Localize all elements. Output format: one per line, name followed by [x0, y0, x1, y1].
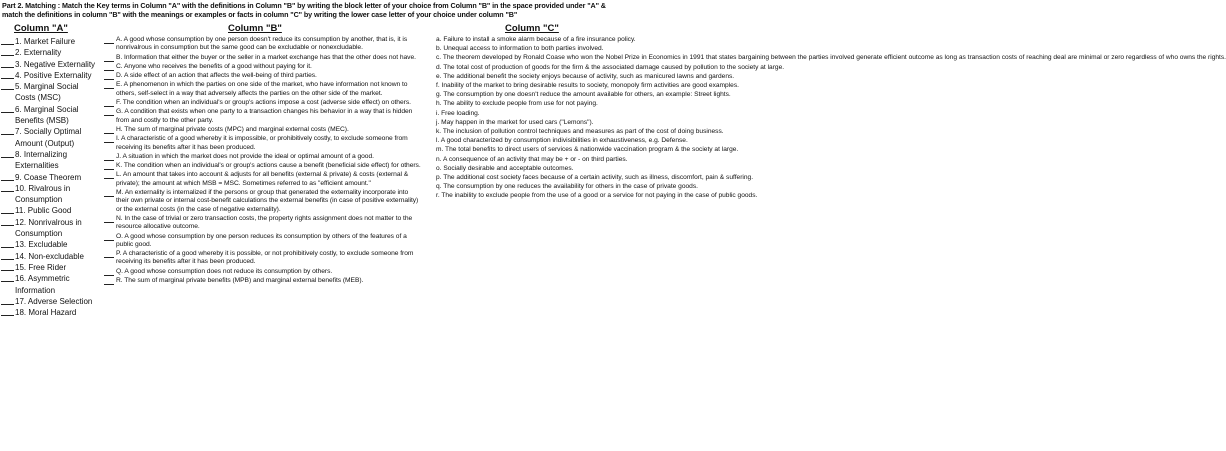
column-a-item [0, 126, 100, 149]
column-c-text: k. The inclusion of pollution control techniques and measures as part of the cost of doing business. [436, 128, 724, 136]
column-b-text: G. A condition that exists when one party to a transaction changes his behavior in a way that is hidden from and costly to the other party. [116, 108, 413, 124]
column-b-list [104, 36, 422, 286]
column-b-item [104, 162, 422, 170]
column-a-text: 9. Coase Theorem [15, 172, 82, 182]
answer-blank[interactable] [104, 278, 114, 285]
answer-blank[interactable] [104, 216, 114, 223]
answer-blank[interactable] [104, 190, 114, 197]
column-b-header: Column "B" [228, 23, 282, 34]
answer-blank[interactable] [104, 163, 114, 170]
column-a-text: 14. Non-excludable [15, 251, 84, 261]
column-a-text: 12. Nonrivalrous in Consumption [15, 217, 82, 239]
answer-blank[interactable] [104, 251, 114, 258]
answer-blank[interactable] [104, 127, 114, 134]
column-c-text: d. The total cost of production of goods for the firm & the associated damage caused by pollution to the society at large. [436, 63, 785, 71]
column-b-text: M. An externality is internalized if the persons or group that generated the externality incorporate into their own private or internal cost-benefit calculations the external benefits (in case of positive externality) or the external costs (in the case of negative externality). [116, 189, 419, 213]
answer-blank[interactable] [104, 269, 114, 276]
column-a-item [0, 217, 100, 240]
column-a-item [0, 307, 100, 318]
column-b-item [104, 99, 422, 107]
column-a-item [0, 70, 100, 81]
column-a-item [0, 251, 100, 262]
column-c-item [424, 91, 731, 99]
column-a-item [0, 104, 100, 127]
column-b-text: B. Information that either the buyer or the seller in a market exchange has that the other does not have. [116, 53, 416, 61]
answer-blank[interactable] [1, 273, 14, 282]
column-c-text: f. Inability of the market to bring desirable results to society, monopoly firm activities are good examples. [436, 82, 739, 90]
column-a-text: 7. Socially Optimal Amount (Output) [15, 127, 82, 148]
answer-blank[interactable] [1, 149, 14, 158]
column-c-header: Column "C" [505, 23, 559, 34]
column-b-item [104, 126, 422, 134]
column-c-text: q. The consumption by one reduces the availability for others in the case of private goods. [436, 183, 698, 191]
column-c-item [424, 183, 698, 191]
column-a-text: 3. Negative Externality [15, 59, 96, 69]
answer-blank[interactable] [1, 70, 14, 79]
answer-blank[interactable] [1, 172, 14, 181]
column-c-item [424, 54, 1226, 62]
column-c-text: c. The theorem developed by Ronald Coase who won the Nobel Prize in Economics in 1991 that states bargaining between the parties involved generate efficient outcome as long as transaction costs of reaching deal are minimal or zero regardless of who owns the rights. [436, 54, 1226, 62]
column-b-text: R. The sum of marginal private benefits (MPB) and marginal external benefits (MEB). [116, 277, 364, 285]
column-c-item [424, 156, 626, 164]
column-a-item [0, 239, 100, 250]
column-b-text: D. A side effect of an action that affects the well-being of third parties. [116, 72, 317, 80]
column-b-text: I. A characteristic of a good whereby it is impossible, or prohibitively costly, to exclude someone from receiving its benefits after it has been produced. [116, 135, 408, 151]
column-b-text: F. The condition when an individual's or group's actions impose a cost (adverse side effect) on others. [116, 99, 411, 107]
column-b-item [104, 268, 422, 276]
column-a-text: 17. Adverse Selection [15, 296, 93, 306]
answer-blank[interactable] [104, 100, 114, 107]
column-c-text: n. A consequence of an activity that may be + or - on third parties. [436, 155, 628, 163]
answer-blank[interactable] [1, 239, 14, 248]
answer-blank[interactable] [1, 251, 14, 260]
column-a-item [0, 262, 100, 273]
answer-blank[interactable] [104, 234, 114, 241]
answer-blank[interactable] [104, 136, 114, 143]
column-b-text: H. The sum of marginal private costs (MPC) and marginal external costs (MEC). [116, 125, 349, 133]
column-a-header: Column "A" [14, 23, 68, 34]
column-a-text: 10. Rivalrous in Consumption [15, 183, 71, 205]
column-c-list [424, 36, 1226, 202]
column-a-text: 6. Marginal Social Benefits (MSB) [15, 104, 79, 126]
column-a-item [0, 81, 100, 104]
column-b-item [104, 153, 422, 161]
column-a-text: 13. Excludable [15, 240, 68, 250]
column-b-text: O. A good whose consumption by one person reduces its consumption by others of the features of a public good. [116, 232, 407, 248]
column-b-text: L. An amount that takes into account & adjusts for all benefits (external & private) & costs (external & private); the amount at which MSB = MSC. Sometimes referred to as "efficient amount." [116, 171, 409, 187]
answer-blank[interactable] [1, 217, 14, 226]
answer-blank[interactable] [104, 55, 114, 62]
column-c-text: o. Socially desirable and acceptable outcomes. [436, 164, 574, 172]
column-a-item [0, 47, 100, 58]
column-a-text: 18. Moral Hazard [15, 308, 77, 318]
column-c-text: j. May happen in the market for used cars ("Lemons"). [436, 118, 594, 126]
instructions: Part 2. Matching : Match the Key terms in Column "A" with the definitions in Column "B" by writing the block letter of your choice from Column "B" in the space provided under "A" & match the definitions in column "B" with the meanings or examples or facts in column "C" by writing the lower case letter of your choice under column "B" [2, 1, 606, 19]
column-b-item [104, 233, 422, 250]
column-b-item [104, 72, 422, 80]
answer-blank[interactable] [104, 82, 114, 89]
answer-blank[interactable] [1, 81, 14, 90]
answer-blank[interactable] [1, 262, 14, 271]
column-a-item [0, 59, 100, 70]
answer-blank[interactable] [1, 183, 14, 192]
column-b-text: N. In the case of trivial or zero transaction costs, the property rights assignment does not matter to the resource allocative outcome. [116, 214, 413, 231]
column-b-item [104, 108, 422, 125]
column-c-item [424, 36, 636, 44]
column-c-text: i. Free loading. [436, 109, 480, 117]
answer-blank[interactable] [104, 172, 114, 179]
column-c-item [424, 192, 758, 200]
answer-blank[interactable] [1, 296, 14, 305]
column-b-item [104, 250, 422, 267]
column-c-item [424, 63, 785, 72]
column-b-item [104, 36, 422, 53]
column-b-item [104, 81, 422, 98]
column-c-text: r. The inability to exclude people from the use of a good or a service for not paying in the case of public goods. [436, 192, 758, 200]
column-c-item [424, 146, 739, 154]
column-b-item [104, 63, 422, 71]
column-b-item [104, 277, 422, 285]
column-b-text: P. A characteristic of a good whereby it is possible, or not prohibitively costly, to exclude someone from receiving its benefits after it has been produced. [116, 250, 414, 266]
column-a-item [0, 296, 100, 307]
column-a-item [0, 36, 100, 47]
answer-blank[interactable] [104, 109, 114, 116]
column-a-item [0, 273, 100, 296]
column-c-text: p. The additional cost society faces because of a certain activity, such as illness, discomfort, pain & suffering. [436, 174, 754, 182]
column-c-text: l. A good characterized by consumption indivisibilities in exhaustiveness, e.g. Defense. [436, 137, 688, 145]
answer-blank[interactable] [104, 154, 114, 161]
answer-blank[interactable] [1, 36, 14, 45]
column-b-item [104, 171, 422, 188]
column-c-text: g. The consumption by one doesn't reduce the amount available for others, an example: Street lights. [436, 91, 731, 99]
column-c-text: a. Failure to install a smoke alarm because of a fire insurance policy. [436, 36, 636, 43]
answer-blank[interactable] [104, 64, 114, 71]
column-c-item [424, 45, 626, 53]
column-c-item [424, 72, 735, 81]
column-b-text: J. A situation in which the market does not provide the ideal or optimal amount of a good. [116, 152, 374, 160]
column-c-item [424, 119, 626, 127]
column-a-item [0, 183, 100, 206]
column-b-text: K. The condition when an individual's or group's actions cause a benefit (beneficial side effect) for others. [116, 162, 421, 170]
column-a-text: 4. Positive Externality [15, 70, 92, 80]
column-a-item [0, 205, 100, 216]
column-c-item [424, 110, 626, 118]
column-c-text: b. Unequal access to information to both parties involved. [436, 45, 604, 53]
column-c-item [424, 137, 688, 145]
column-b-text: C. Anyone who receives the benefits of a good without paying for it. [116, 62, 312, 70]
column-a-list [0, 36, 100, 318]
answer-blank[interactable] [1, 307, 14, 316]
column-a-text: 2. Externality [15, 48, 62, 58]
answer-blank[interactable] [1, 47, 14, 56]
column-a-item [0, 149, 100, 172]
column-b-text: Q. A good whose consumption does not reduce its consumption by others. [116, 267, 333, 275]
column-c-text: h. The ability to exclude people from use for not paying. [436, 100, 598, 108]
column-b-item [104, 189, 422, 214]
column-a-text: 8. Internalizing Externalities [15, 149, 68, 171]
column-b-text: A. A good whose consumption by one person doesn't reduce its consumption by another, that is, it is nonrivalrous in consumption but the same good can be excludable or nonexcludable. [116, 36, 408, 52]
column-c-item [424, 128, 724, 136]
column-b-item [104, 54, 422, 62]
column-b-item [104, 135, 422, 152]
column-c-item [424, 100, 626, 108]
column-a-text: 11. Public Good [15, 206, 72, 216]
column-c-text: e. The additional benefit the society enjoys because of activity, such as manicured lawns and gardens. [436, 72, 735, 80]
answer-blank[interactable] [104, 37, 114, 44]
column-a-text: 16. Asymmetric Information [15, 274, 70, 295]
column-c-item [424, 82, 739, 90]
answer-blank[interactable] [1, 104, 14, 113]
column-c-text: m. The total benefits to direct users of services & nationwide vaccination program & the society at large. [436, 146, 739, 154]
column-b-item [104, 215, 422, 232]
answer-blank[interactable] [1, 59, 14, 68]
column-b-text: E. A phenomenon in which the parties on one side of the market, who have information not known to others, self-select in a way that adversely affects the parties on the other side of the market. [116, 81, 408, 97]
answer-blank[interactable] [104, 73, 114, 80]
answer-blank[interactable] [1, 205, 14, 214]
column-c-item [424, 174, 754, 182]
column-a-text: 5. Marginal Social Costs (MSC) [15, 82, 79, 103]
answer-blank[interactable] [1, 126, 14, 135]
column-a-text: 15. Free Rider [15, 262, 67, 272]
column-a-text: 1. Market Failure [15, 37, 76, 46]
column-a-item [0, 172, 100, 183]
column-c-item [424, 165, 626, 173]
